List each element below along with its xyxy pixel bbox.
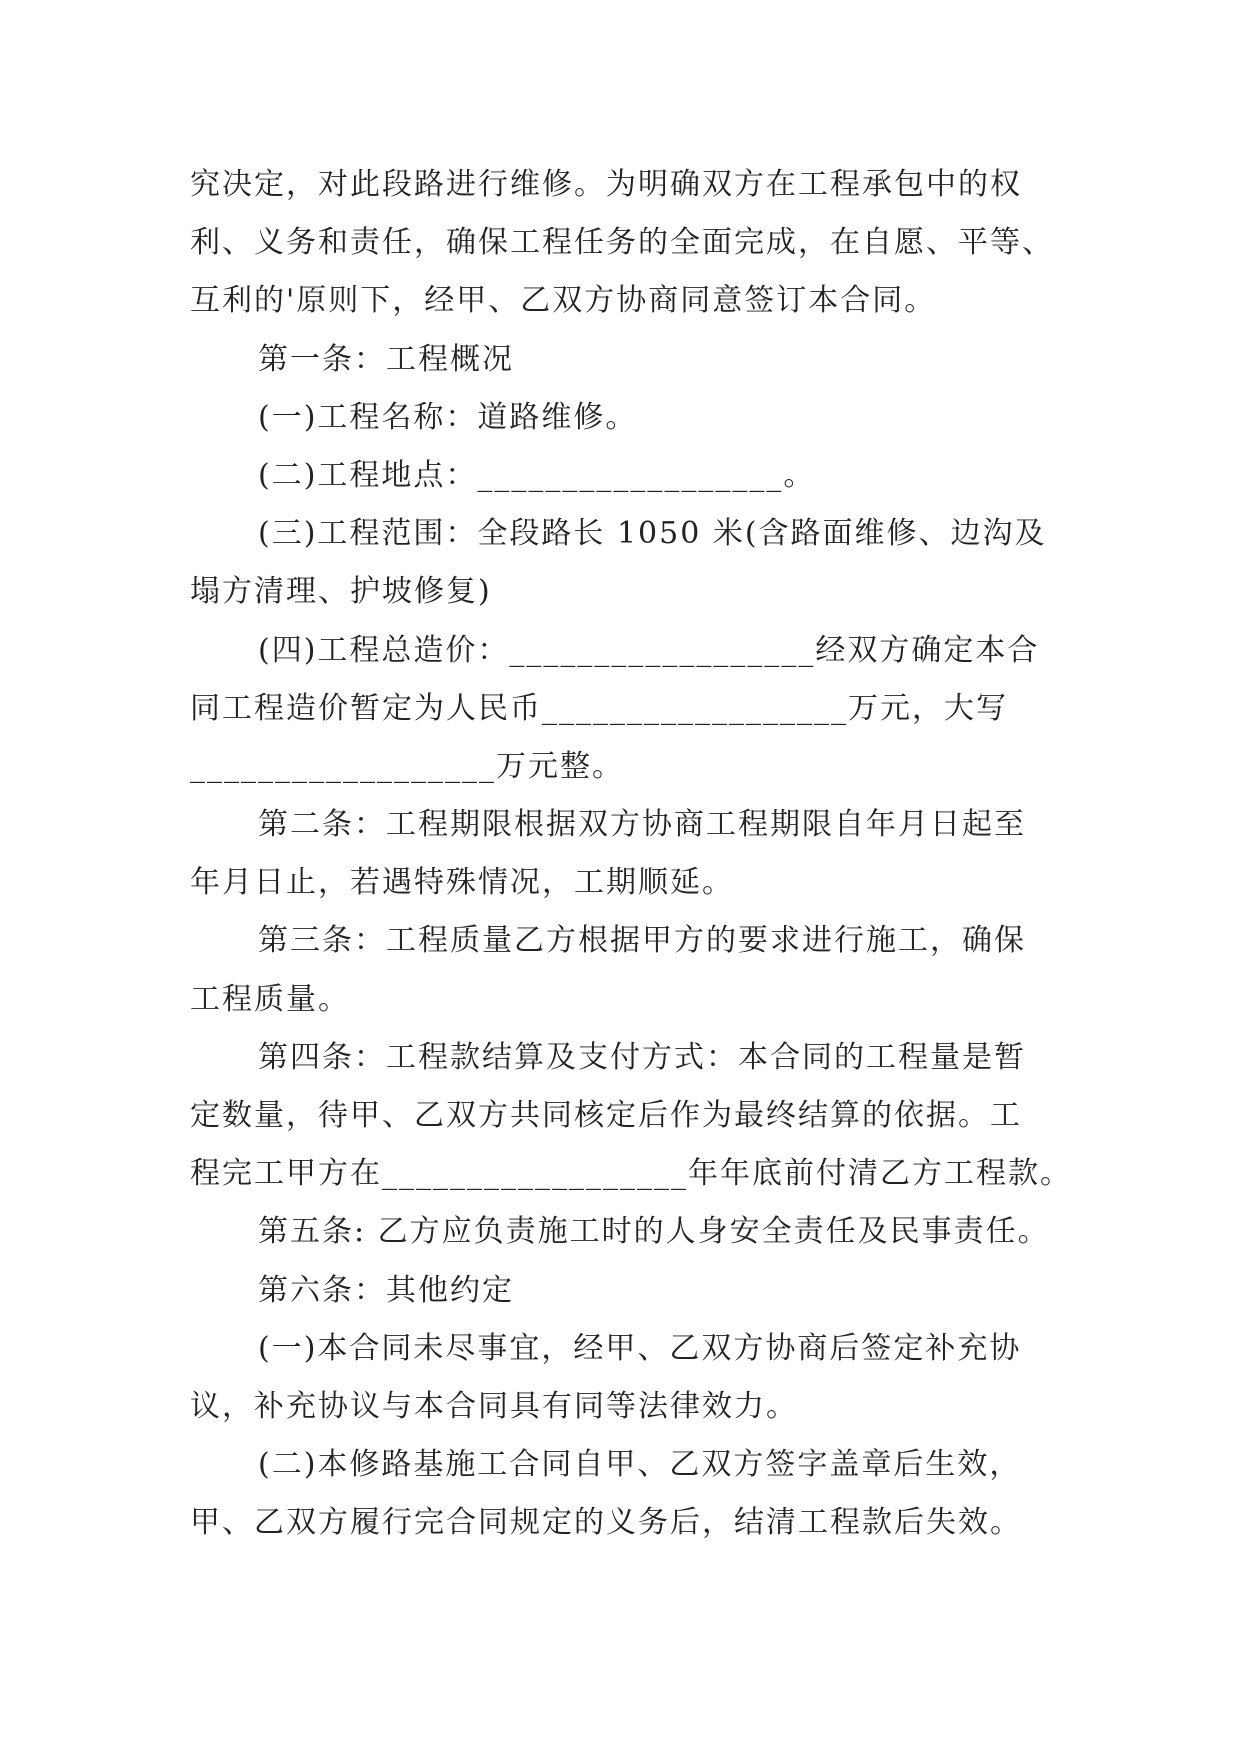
project-location-line: (二)工程地点：__________________。 — [258, 457, 816, 493]
project-scope-continuation: 塌方清理、护坡修复) — [190, 574, 492, 610]
article-5-line: 第五条: 乙方应负责施工时的人身安全责任及民事责任。 — [258, 1214, 1050, 1250]
project-scope-line: (三)工程范围：全段路长 1050 米(含路面维修、边沟及 — [258, 516, 1047, 552]
article-4-continuation: 定数量，待甲、乙双方共同核定后作为最终结算的依据。工 — [190, 1098, 1022, 1133]
article-3-line: 第三条：工程质量乙方根据甲方的要求进行施工，确保 — [258, 923, 1026, 959]
article-1-heading: 第一条：工程概况 — [258, 341, 514, 377]
document-body — [190, 156, 1072, 1553]
article-6-item-2-continuation: 甲、乙双方履行完合同规定的义务后，结清工程款后失效。 — [190, 1505, 1022, 1541]
paragraph-line: 究决定，对此段路进行维修。为明确双方在工程承包中的权 — [190, 167, 1022, 202]
paragraph-line: 利、义务和责任，确保工程任务的全面完成，在自愿、平等、 — [190, 225, 1054, 261]
project-cost-line: (四)工程总造价：__________________经双方确定本合 — [258, 632, 1040, 668]
article-4-line: 第四条：工程款结算及支付方式：本合同的工程量是暂 — [258, 1039, 1026, 1075]
project-cost-continuation: 同工程造价暂定为人民币__________________万元，大写 — [190, 690, 1008, 726]
article-3-continuation: 工程质量。 — [190, 981, 350, 1017]
article-6-item-2-line: (二)本修路基施工合同自甲、乙双方签字盖章后生效， — [258, 1447, 1022, 1483]
article-6-item-1-line: (一)本合同未尽事宜，经甲、乙双方协商后签定补充协 — [258, 1330, 1022, 1366]
project-name-line: (一)工程名称：道路维修。 — [258, 399, 638, 435]
paragraph-line: 互利的'原则下，经甲、乙双方协商同意签订本合同。 — [190, 283, 937, 319]
article-6-item-1-continuation: 议，补充协议与本合同具有同等法律效力。 — [190, 1388, 798, 1424]
article-6-heading: 第六条：其他约定 — [258, 1272, 514, 1308]
article-4-continuation: 程完工甲方在__________________年年底前付清乙方工程款。 — [190, 1156, 1072, 1192]
article-2-line: 第二条：工程期限根据双方协商工程期限自年月日起至 — [258, 807, 1026, 843]
article-2-continuation: 年月日止，若遇特殊情况，工期顺延。 — [190, 865, 734, 901]
project-cost-continuation: __________________万元整。 — [190, 748, 624, 784]
